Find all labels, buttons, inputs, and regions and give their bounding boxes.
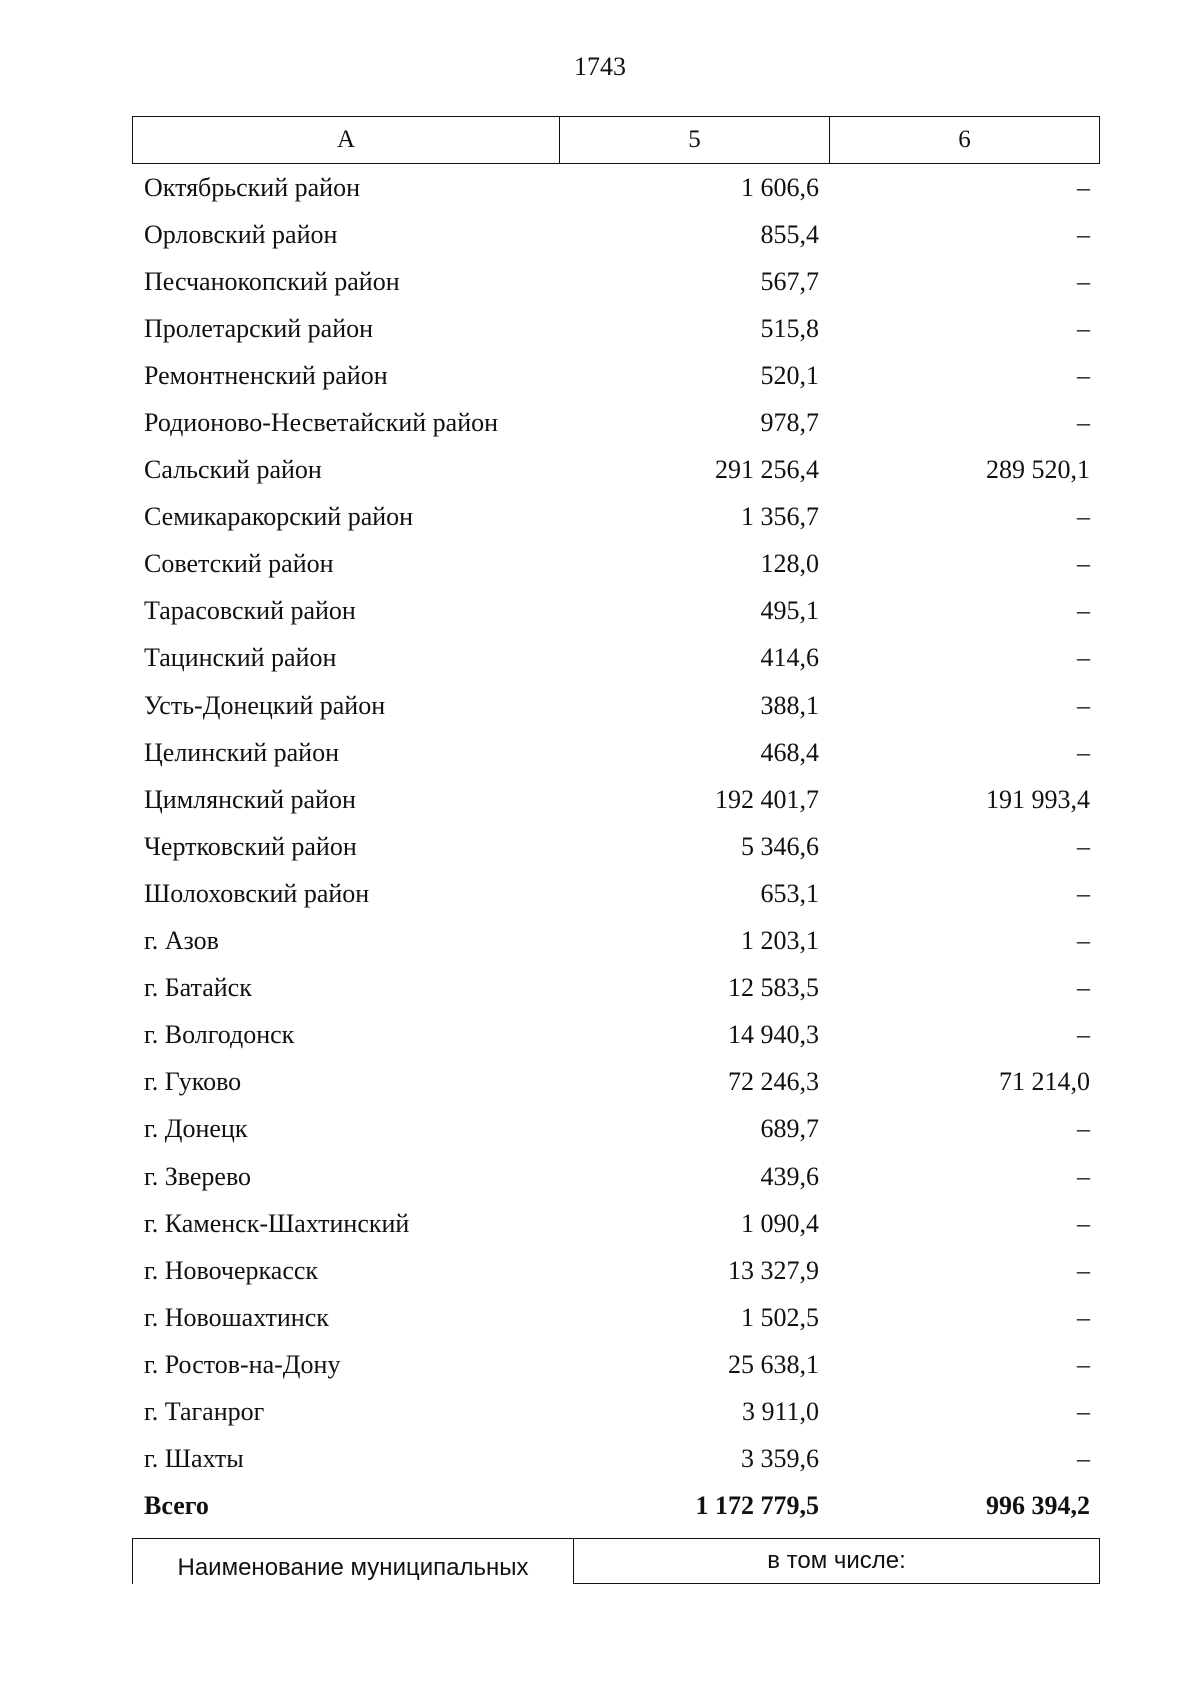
row-name: г. Каменск-Шахтинский xyxy=(144,1208,410,1238)
row-name: г. Таганрог xyxy=(144,1396,265,1426)
total-row xyxy=(132,1483,1100,1530)
row-value-col5: 388,1 xyxy=(760,690,819,720)
table-row xyxy=(132,588,1100,635)
row-name: г. Зверево xyxy=(144,1161,252,1191)
row-value-col6: – xyxy=(1077,690,1090,720)
row-value-col6: – xyxy=(1077,878,1090,908)
table-row xyxy=(132,823,1100,870)
table-row xyxy=(132,541,1100,588)
row-value-col6: – xyxy=(1077,266,1090,296)
row-value-col5: 1 172 779,5 xyxy=(695,1491,819,1521)
table-row xyxy=(132,918,1100,965)
row-value-col6: – xyxy=(1077,1255,1090,1285)
row-value-col6: – xyxy=(1077,1114,1090,1144)
table-row xyxy=(132,305,1100,352)
row-name: г. Новошахтинск xyxy=(144,1302,329,1332)
row-value-col5: 291 256,4 xyxy=(715,455,819,485)
row-value-col5: 1 502,5 xyxy=(741,1302,819,1332)
row-value-col6: – xyxy=(1077,831,1090,861)
row-value-col5: 13 327,9 xyxy=(728,1255,819,1285)
table-row xyxy=(132,682,1100,729)
row-value-col6: – xyxy=(1077,502,1090,532)
row-value-col6: – xyxy=(1077,596,1090,626)
table-row xyxy=(132,1341,1100,1388)
row-name: Тарасовский район xyxy=(144,596,356,626)
row-name: г. Гуково xyxy=(144,1067,242,1097)
row-value-col6: – xyxy=(1077,737,1090,767)
row-value-col5: 1 090,4 xyxy=(741,1208,819,1238)
row-name: Сальский район xyxy=(144,455,322,485)
row-name: г. Азов xyxy=(144,926,219,956)
row-value-col6: – xyxy=(1077,926,1090,956)
row-value-col5: 689,7 xyxy=(760,1114,819,1144)
table-row xyxy=(132,399,1100,446)
row-value-col6: 71 214,0 xyxy=(999,1067,1090,1097)
row-name: Октябрьский район xyxy=(144,172,360,202)
row-value-col5: 653,1 xyxy=(760,878,819,908)
row-value-col5: 567,7 xyxy=(760,266,819,296)
table-row xyxy=(132,447,1100,494)
table-row xyxy=(132,1012,1100,1059)
row-name: г. Донецк xyxy=(144,1114,248,1144)
row-value-col6: – xyxy=(1077,1161,1090,1191)
row-value-col6: – xyxy=(1077,1396,1090,1426)
row-value-col5: 468,4 xyxy=(760,737,819,767)
table-row xyxy=(132,870,1100,917)
row-value-col6: 289 520,1 xyxy=(986,455,1090,485)
row-name: Песчанокопский район xyxy=(144,266,400,296)
row-name: Целинский район xyxy=(144,737,339,767)
table-row xyxy=(132,1106,1100,1153)
row-name: Шолоховский район xyxy=(144,878,370,908)
row-name: Орловский район xyxy=(144,219,338,249)
row-value-col5: 414,6 xyxy=(760,643,819,673)
header-col-5: 5 xyxy=(560,117,830,163)
row-name: Всего xyxy=(144,1491,209,1521)
next-header-including-cell: в том числе: xyxy=(573,1538,1100,1584)
row-value-col5: 14 940,3 xyxy=(728,1020,819,1050)
table-row xyxy=(132,494,1100,541)
table-header xyxy=(132,116,1100,164)
table-row xyxy=(132,1059,1100,1106)
table-row xyxy=(132,635,1100,682)
row-value-col6: – xyxy=(1077,360,1090,390)
row-name: г. Новочеркасск xyxy=(144,1255,319,1285)
table-row xyxy=(132,776,1100,823)
row-value-col6: – xyxy=(1077,973,1090,1003)
table-row xyxy=(132,1436,1100,1483)
row-value-col5: 855,4 xyxy=(760,219,819,249)
row-value-col5: 515,8 xyxy=(760,313,819,343)
row-value-col5: 72 246,3 xyxy=(728,1067,819,1097)
row-value-col6: 996 394,2 xyxy=(986,1491,1090,1521)
row-value-col5: 978,7 xyxy=(760,408,819,438)
row-value-col6: – xyxy=(1077,1349,1090,1379)
table-row xyxy=(132,352,1100,399)
table-row xyxy=(132,1247,1100,1294)
row-value-col5: 1 606,6 xyxy=(741,172,819,202)
row-value-col5: 5 346,6 xyxy=(741,831,819,861)
row-name: г. Волгодонск xyxy=(144,1020,295,1050)
row-value-col6: – xyxy=(1077,1020,1090,1050)
row-value-col5: 25 638,1 xyxy=(728,1349,819,1379)
row-name: Пролетарский район xyxy=(144,313,374,343)
row-value-col6: – xyxy=(1077,549,1090,579)
table-row xyxy=(132,729,1100,776)
row-value-col6: 191 993,4 xyxy=(986,784,1090,814)
row-value-col6: – xyxy=(1077,408,1090,438)
row-value-col5: 1 203,1 xyxy=(741,926,819,956)
table-row xyxy=(132,258,1100,305)
table-row xyxy=(132,211,1100,258)
table-row xyxy=(132,965,1100,1012)
row-name: Усть-Донецкий район xyxy=(144,690,386,720)
row-value-col5: 439,6 xyxy=(760,1161,819,1191)
row-value-col6: – xyxy=(1077,172,1090,202)
row-value-col5: 128,0 xyxy=(760,549,819,579)
row-value-col5: 192 401,7 xyxy=(715,784,819,814)
header-col-a: А xyxy=(133,117,560,163)
row-value-col6: – xyxy=(1077,219,1090,249)
row-name: Ремонтненский район xyxy=(144,360,388,390)
row-name: Родионово-Несветайский район xyxy=(144,408,499,438)
row-name: г. Ростов-на-Дону xyxy=(144,1349,341,1379)
row-value-col5: 495,1 xyxy=(760,596,819,626)
table-row xyxy=(132,1153,1100,1200)
row-name: г. Шахты xyxy=(144,1444,244,1474)
row-value-col5: 520,1 xyxy=(760,360,819,390)
row-name: Чертковский район xyxy=(144,831,357,861)
next-header-name-cell: Наименование муниципальных xyxy=(132,1538,573,1584)
row-value-col6: – xyxy=(1077,1208,1090,1238)
row-name: Семикаракорский район xyxy=(144,502,414,532)
row-value-col5: 3 359,6 xyxy=(741,1444,819,1474)
next-table-header xyxy=(132,1538,1100,1584)
row-value-col5: 1 356,7 xyxy=(741,502,819,532)
row-value-col6: – xyxy=(1077,313,1090,343)
row-value-col6: – xyxy=(1077,1444,1090,1474)
table-row xyxy=(132,1388,1100,1435)
row-value-col5: 3 911,0 xyxy=(741,1396,819,1426)
row-name: Тацинский район xyxy=(144,643,337,673)
page-number: 1743 xyxy=(574,52,626,81)
row-name: г. Батайск xyxy=(144,973,252,1003)
row-value-col5: 12 583,5 xyxy=(728,973,819,1003)
table-row xyxy=(132,1294,1100,1341)
row-name: Советский район xyxy=(144,549,334,579)
table-row xyxy=(132,164,1100,211)
table-row xyxy=(132,1200,1100,1247)
header-col-6: 6 xyxy=(958,126,971,153)
row-value-col6: – xyxy=(1077,643,1090,673)
row-value-col6: – xyxy=(1077,1302,1090,1332)
table-body xyxy=(132,164,1100,1530)
row-name: Цимлянский район xyxy=(144,784,356,814)
